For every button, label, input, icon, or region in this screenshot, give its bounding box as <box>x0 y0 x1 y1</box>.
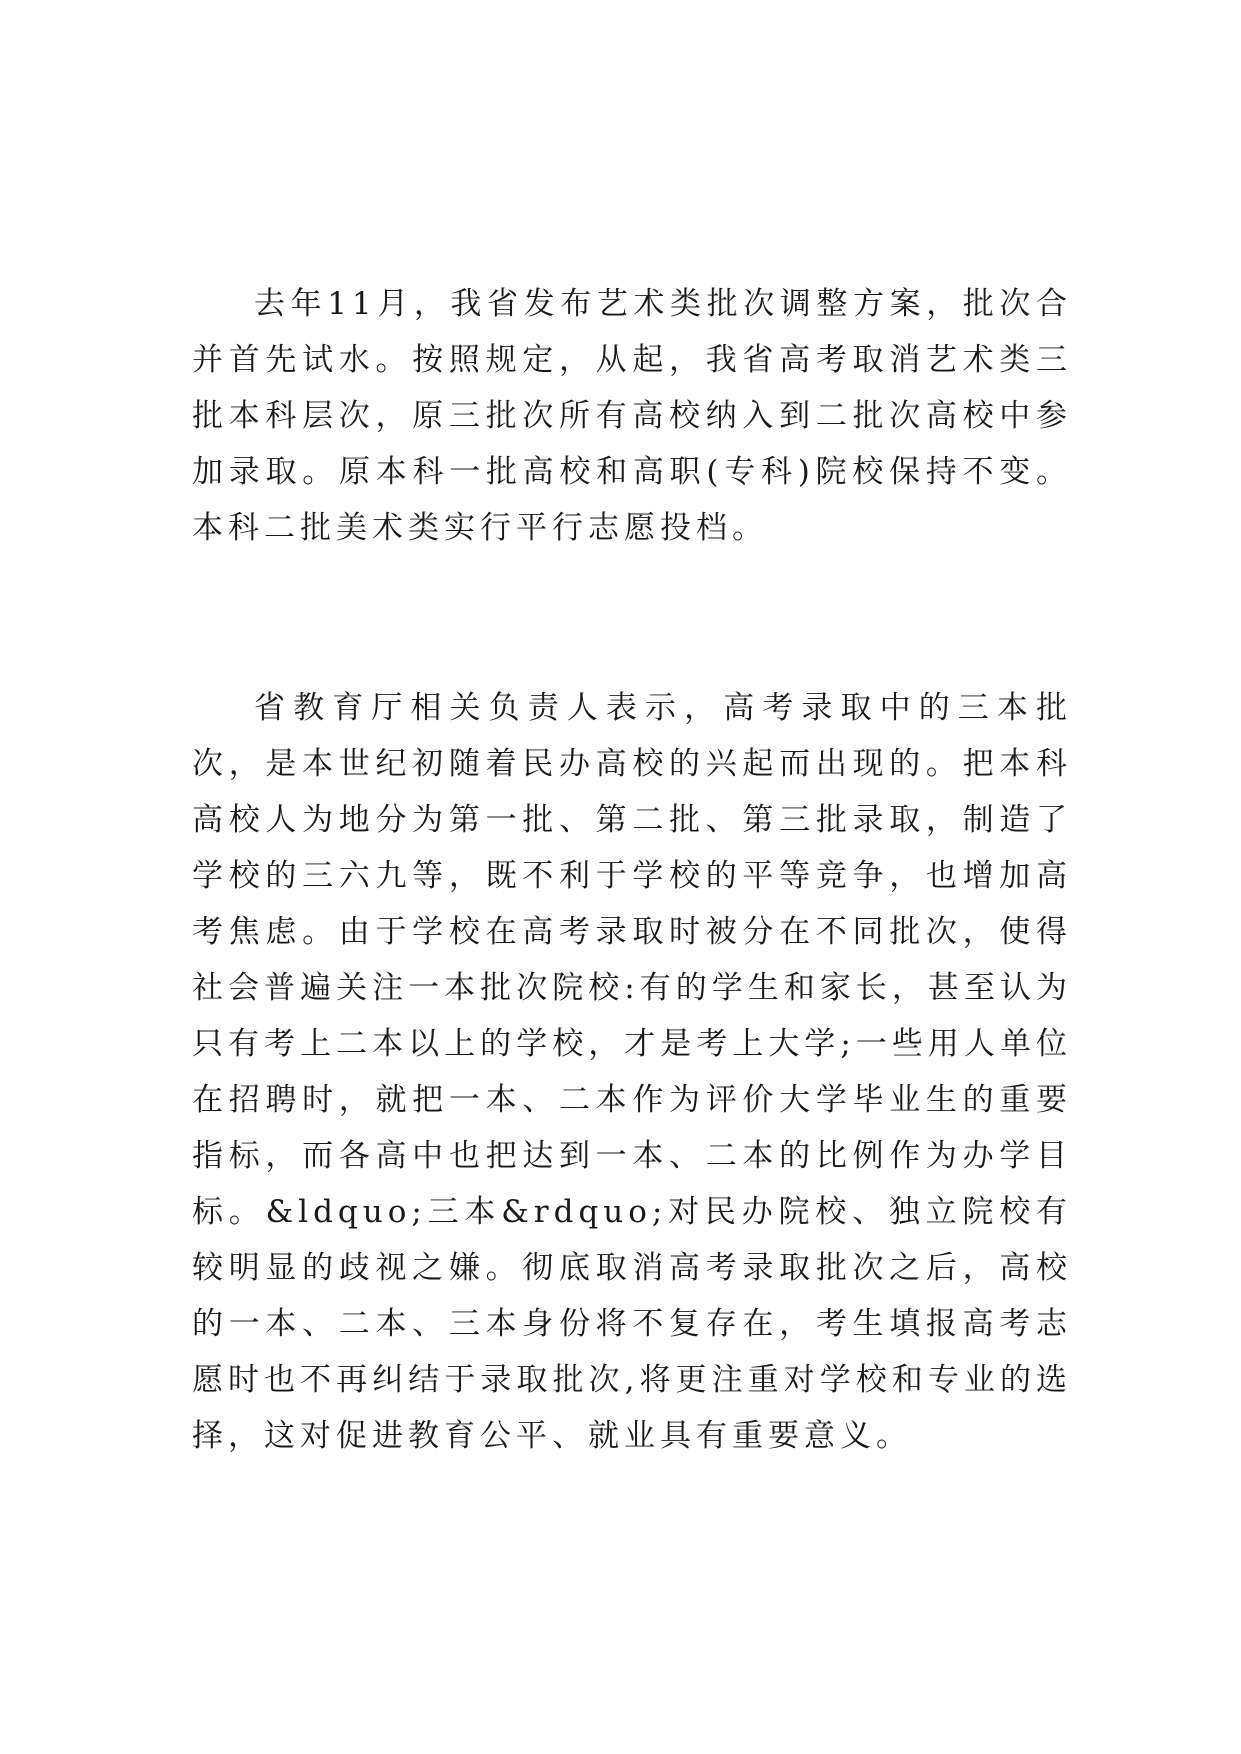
paragraph-education-official-statement: 省教育厅相关负责人表示，高考录取中的三本批次，是本世纪初随着民办高校的兴起而出现的。把本科高校人为地分为第一批、第二批、第三批录取，制造了学校的三六九等，既不利于学校的平等竞争，也增加高考焦虑。由于学校在高考录取时被分在不同批次，使得社会普遍关注一本批次院校:有的学生和家长，甚至认为只有考上二本以上的学校，才是考上大学;一些用人单位在招聘时，就把一本、二本作为评价大学毕业生的重要指标，而各高中也把达到一本、二本的比例作为办学目标。&ldquo;三本&rdquo;对民办院校、独立院校有较明显的歧视之嫌。彻底取消高考录取批次之后，高校的一本、二本、三本身份将不复存在，考生填报高考志愿时也不再纠结于录取批次,将更注重对学校和专业的选择，这对促进教育公平、就业具有重要意义。 <box>192 690 1072 1454</box>
document-body <box>192 276 1072 1464</box>
paragraph-art-batch-adjustment: 去年11月，我省发布艺术类批次调整方案，批次合并首先试水。按照规定，从起，我省高考取消艺术类三批本科层次，原三批次所有高校纳入到二批次高校中参加录取。原本科一批高校和高职(专科)院校保持不变。本科二批美术类实行平行志愿投档。 <box>192 286 1072 546</box>
